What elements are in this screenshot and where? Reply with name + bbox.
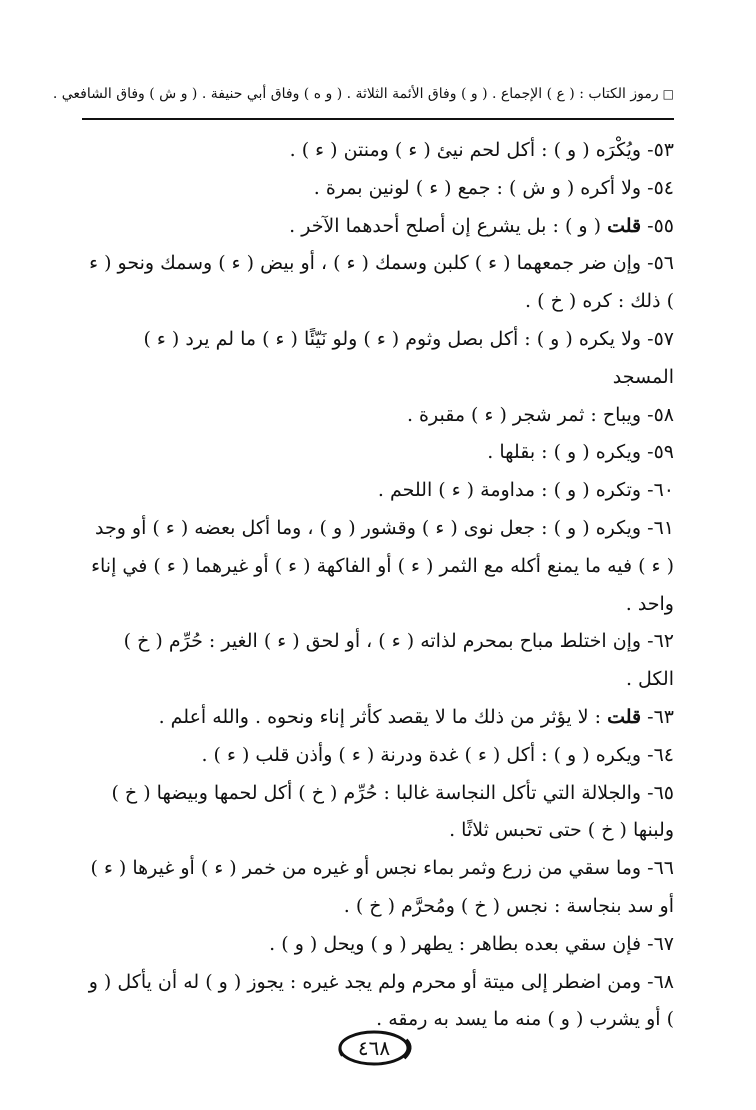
- entry-60: [84, 472, 674, 510]
- main-text: [84, 132, 674, 1039]
- entry-text: وما سقي من زرع وثمر بماء نجس أو غيره من خمر ( ء ) أو غيرها ( ء ) أو سد بنجاسة : نجس ( خ ) ومُحرَّم ( خ ) .: [90, 857, 674, 917]
- entry-number: ٦٧-: [647, 932, 674, 955]
- entry-text: ولا يكره ( و ) : أكل بصل وثوم ( ء ) ولو نَيّئًا ( ء ) ما لم يرد ( ء ) المسجد: [143, 327, 674, 388]
- entry-number: ٦٤-: [647, 743, 674, 766]
- entry-number: ٥٥-: [647, 214, 674, 237]
- page-number: [334, 1026, 414, 1070]
- entry-text: ويكره ( و ) : جعل نوى ( ء ) وقشور ( و ) ، وما أكل بعضه ( ء ) أو وجد ( ء ) فيه ما يمنع أكله مع الثمر ( ء ) أو الفاكهة ( ء ) أو غيرهما ( ء ) في إناء واحد .: [91, 516, 674, 615]
- entry-text: ويُكْرَه ( و ) : أكل لحم نيئ ( ء ) ومنتن ( ء ) .: [289, 139, 642, 161]
- entry-text: وإن ضر جمعهما ( ء ) كلبن وسمك ( ء ) ، أو بيض ( ء ) وسمك ونحو ( ء ) ذلك : كره ( خ ) .: [89, 252, 674, 313]
- page-number-text: ٤٦٨: [357, 1036, 391, 1060]
- entry-text: : لا يؤثر من ذلك ما لا يقصد كأثر إناء ونحوه . والله أعلم .: [158, 705, 602, 728]
- entry-text: ويباح : ثمر شجر ( ء ) مقبرة .: [406, 403, 642, 426]
- entry-lead: قلت: [607, 705, 642, 728]
- entry-67: [84, 926, 674, 964]
- entry-number: ٦٠-: [647, 479, 674, 502]
- entry-text: ومن اضطر إلى ميتة أو محرم ولم يجد غيره : يجوز ( و ) له أن يأكل ( و ) أو يشرب ( و ) منه ما يسد به رمقه .: [88, 970, 674, 1031]
- entry-text: وإن اختلط مباح بمحرم لذاته ( ء ) ، أو لحق ( ء ) الغير : حُرِّم ( خ ) الكل .: [123, 630, 674, 691]
- header-text: رموز الكتاب : ( ع ) الإجماع . ( و ) وفاق الأئمة الثلاثة . ( و ه ) وفاق أبي حنيفة . ( و ش ) وفاق الشافعي .: [52, 86, 659, 102]
- entry-56: [84, 245, 674, 321]
- entry-text: ولا أكره ( و ش ) : جمع ( ء ) لونين بمرة .: [313, 176, 642, 199]
- entry-number: ٦٢-: [647, 630, 674, 653]
- entry-number: ٥٦-: [647, 252, 674, 275]
- entry-text: ويكره ( و ) : بقلها .: [487, 441, 642, 464]
- entry-number: ٥٨-: [647, 403, 674, 426]
- entry-text: فإن سقي بعده بطاهر : يطهر ( و ) ويحل ( و ) .: [269, 932, 642, 955]
- entry-number: ٥٤-: [647, 176, 674, 199]
- entry-58: [84, 397, 674, 435]
- entry-text: ويكره ( و ) : أكل ( ء ) غدة ودرنة ( ء ) وأذن قلب ( ء ) .: [201, 743, 642, 766]
- entry-number: ٥٣-: [647, 139, 674, 161]
- entry-text: والجلالة التي تأكل النجاسة غالبا : حُرِّم ( خ ) أكل لحمها وبيضها ( خ ) ولبنها ( خ ) حتى تحبس ثلاثًا .: [111, 781, 674, 842]
- entry-text: وتكره ( و ) : مداومة ( ء ) اللحم .: [377, 479, 642, 502]
- entry-53: [84, 132, 674, 170]
- entry-65: [84, 775, 674, 851]
- header-divider: [82, 118, 674, 120]
- entry-66: [84, 850, 674, 926]
- entry-number: ٦٥-: [647, 781, 674, 804]
- entry-number: ٥٩-: [647, 441, 674, 464]
- entry-64: [84, 737, 674, 775]
- entry-number: ٦٨-: [647, 970, 674, 993]
- entry-number: ٥٧-: [647, 327, 674, 350]
- entry-55: [84, 208, 674, 246]
- entry-number: ٦٦-: [647, 857, 674, 880]
- entry-59: [84, 434, 674, 472]
- entry-54: [84, 170, 674, 208]
- entry-63: [84, 699, 674, 737]
- entry-text: ( و ) : بل يشرع إن أصلح أحدهما الآخر .: [289, 214, 602, 237]
- running-header: [52, 82, 674, 116]
- entry-57: [84, 321, 674, 397]
- entry-lead: قلت: [607, 214, 642, 237]
- entry-number: ٦٣-: [647, 705, 674, 728]
- entry-number: ٦١-: [647, 516, 674, 539]
- entry-62: [84, 623, 674, 699]
- entry-61: [84, 510, 674, 623]
- square-bullet-icon: □: [662, 87, 674, 101]
